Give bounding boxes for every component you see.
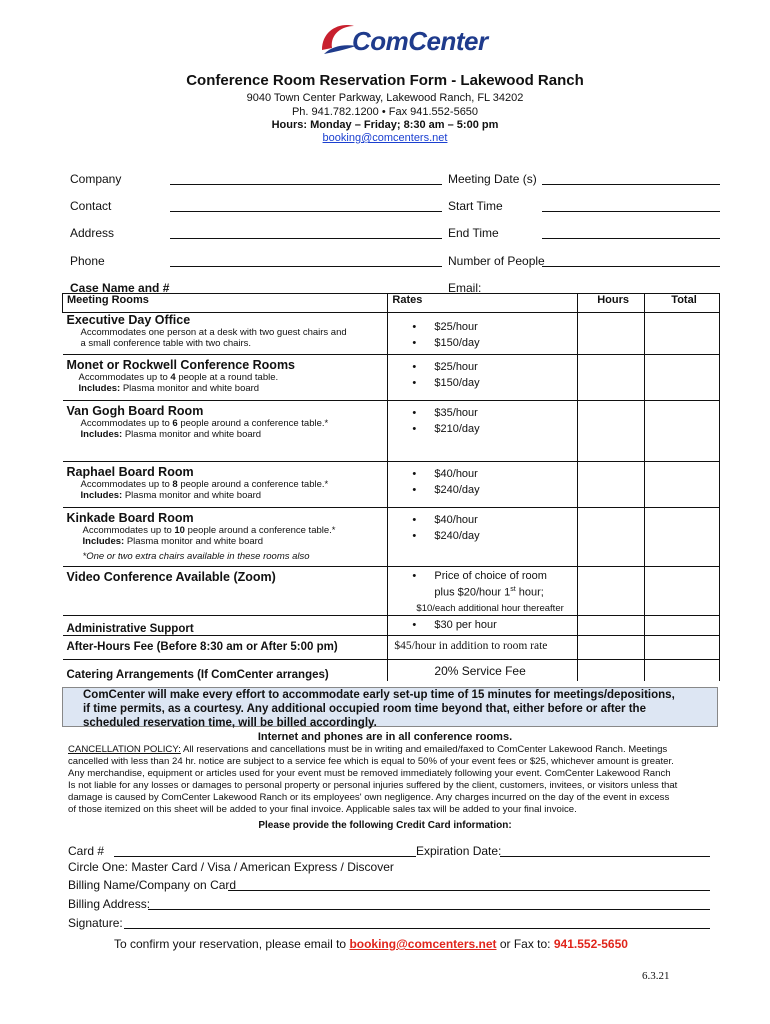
room-rate-day: • $240/day — [412, 482, 577, 498]
signature-label: Signature: — [68, 916, 123, 930]
room-rate-hour: • $35/hour — [412, 405, 577, 421]
room-rate-hour: • $40/hour — [412, 512, 577, 528]
room-desc: Accommodates one person at a desk with two guest chairs and a small conference table with two chairs. — [80, 327, 347, 349]
total-cell[interactable] — [645, 615, 720, 635]
room-rate-hour: • $25/hour — [412, 359, 577, 375]
room-desc: Accommodates up to 10 people around a conference table.* Includes: Plasma monitor and white board — [82, 525, 336, 547]
end-time-label: End Time — [448, 226, 499, 240]
hours-cell[interactable] — [578, 313, 645, 355]
table-row — [63, 508, 720, 551]
cc-prompt: Please provide the following Credit Card information: — [258, 820, 512, 831]
room-rate-hour: • $25/hour — [412, 319, 577, 335]
hours-cell[interactable] — [578, 355, 645, 401]
footnote: *One or two extra chairs available in these rooms also — [63, 551, 388, 567]
admin-rate: • $30 per hour — [412, 617, 577, 633]
header-rooms: Meeting Rooms — [63, 294, 388, 313]
confirm-line: To confirm your reservation, please email to booking@comcenters.net or Fax to: 941.552-5650 — [114, 937, 628, 951]
num-people-label: Number of People — [448, 254, 545, 268]
num-people-field[interactable] — [542, 266, 720, 267]
billing-address-label: Billing Address: — [68, 897, 151, 911]
expiration-label: Expiration Date: — [416, 844, 502, 858]
catering-label: Catering Arrangements (If ComCenter arranges) — [66, 669, 329, 682]
internet-note: Internet and phones are in all conference rooms. — [257, 731, 513, 743]
meeting-dates-field[interactable] — [542, 184, 720, 185]
email-label: Email: — [448, 281, 482, 295]
after-hours-rate: $45/hour in addition to room rate — [388, 635, 578, 659]
hours-cell[interactable] — [578, 508, 645, 551]
version-number: 6.3.21 — [642, 970, 670, 982]
room-name: Executive Day Office — [66, 313, 191, 327]
header-email-link[interactable]: booking@comcenters.net — [322, 132, 448, 144]
video-conference-label: Video Conference Available (Zoom) — [66, 570, 276, 584]
room-rate-day: • $240/day — [412, 528, 577, 544]
hours-cell[interactable] — [578, 567, 645, 616]
phone-field[interactable] — [170, 266, 442, 267]
end-time-field[interactable] — [542, 238, 720, 239]
address-label: Address — [70, 226, 115, 240]
video-rate-2: plus $20/hour 1st hour; — [434, 586, 544, 599]
cancellation-policy: CANCELLATION POLICY: All reservations and cancellations must be in writing and emailed/faxed to ComCenter Lakewood Ranch. Meetings cancelled with less than 24 hr. notice are subject to a service fee which is equal to 50% of your event fees or $25, whichever amount is greater. Any merchandise, equipment or articles used for your event must be removed immediately following your event. ComCenter Lakewood Ranch Is not liable for any losses or damages to personal property or personal injuries suffered by the client, customers, invitees, or visitors unless that damage is caused by ComCenter Lakewood Ranch or its employees' own negligence. Any charges incurred on the day of the event in excess of those itemized on this sheet will be added to your final invoice. Applicable sales tax will be added to your final invoice. — [68, 744, 678, 815]
room-name: Van Gogh Board Room — [66, 404, 204, 418]
room-desc: Accommodates up to 8 people around a conference table.* Includes: Plasma monitor and white board — [80, 479, 329, 501]
header-rates: Rates — [388, 294, 578, 313]
total-cell[interactable] — [645, 313, 720, 355]
table-header-row — [63, 294, 720, 313]
phone-label: Phone — [70, 254, 105, 268]
table-row — [63, 635, 720, 659]
start-time-label: Start Time — [448, 199, 503, 213]
total-cell[interactable] — [645, 635, 720, 659]
case-label: Case Name and # — [70, 281, 170, 295]
rooms-table — [62, 293, 720, 681]
billing-address-field[interactable] — [148, 909, 710, 910]
logo-text: ComCenter — [352, 26, 488, 56]
company-label: Company — [70, 172, 122, 186]
meeting-dates-label: Meeting Date (s) — [448, 172, 537, 186]
room-rate-hour: • $40/hour — [412, 466, 577, 482]
header-hours: Hours — [578, 294, 645, 313]
room-name: Raphael Board Room — [66, 465, 194, 479]
hours-cell[interactable] — [578, 401, 645, 462]
comcenter-logo — [318, 20, 488, 60]
total-cell[interactable] — [645, 355, 720, 401]
billing-name-field[interactable] — [228, 890, 710, 891]
address-line: 9040 Town Center Parkway, Lakewood Ranch, FL 34202 — [246, 92, 524, 104]
video-rate: • Price of choice of room — [412, 570, 577, 583]
start-time-field[interactable] — [542, 211, 720, 212]
card-number-field[interactable] — [114, 856, 416, 857]
total-cell[interactable] — [645, 659, 720, 681]
address-field[interactable] — [170, 238, 442, 239]
card-type-row[interactable]: Circle One: Master Card / Visa / American Express / Discover — [68, 860, 394, 874]
card-number-row: Card # — [68, 844, 105, 858]
setup-notice: ComCenter will make every effort to accommodate early set-up time of 15 minutes for meetings/depositions, if time permits, as a courtesy. Any additional occupied room time beyond that, either before or after the scheduled reservation time, will be billed accordingly. — [62, 687, 718, 727]
after-hours-label: After-Hours Fee (Before 8:30 am or After 5:00 pm) — [66, 641, 338, 654]
table-row — [63, 313, 720, 355]
footnote-row — [63, 551, 720, 567]
confirm-fax: 941.552-5650 — [553, 937, 628, 951]
room-rate-day: • $150/day — [412, 335, 577, 351]
contact-label: Contact — [70, 199, 112, 213]
catering-rate: 20% Service Fee — [388, 659, 578, 681]
header-total: Total — [645, 294, 720, 313]
hours-cell[interactable] — [578, 635, 645, 659]
video-rate-3: $10/each additional hour thereafter — [416, 602, 564, 614]
table-row — [63, 615, 720, 635]
total-cell[interactable] — [645, 401, 720, 462]
confirm-email-link[interactable]: booking@comcenters.net — [349, 937, 497, 951]
total-cell[interactable] — [645, 508, 720, 551]
phone-line: Ph. 941.782.1200 • Fax 941.552-5650 — [291, 106, 479, 118]
admin-support-label: Administrative Support — [66, 622, 194, 635]
contact-field[interactable] — [170, 211, 442, 212]
table-row — [63, 401, 720, 462]
company-field[interactable] — [170, 184, 442, 185]
table-row — [63, 659, 720, 681]
total-cell[interactable] — [645, 567, 720, 616]
table-row — [63, 567, 720, 616]
room-desc: Accommodates up to 4 people at a round table. Includes: Plasma monitor and white board — [78, 372, 279, 394]
hours-line: Hours: Monday – Friday; 8:30 am – 5:00 pm — [271, 119, 499, 131]
hours-cell[interactable] — [578, 615, 645, 635]
signature-field[interactable] — [124, 928, 710, 929]
table-row — [63, 462, 720, 508]
room-rate-day: • $210/day — [412, 421, 577, 437]
table-row — [63, 355, 720, 401]
room-rate-day: • $150/day — [412, 375, 577, 391]
expiration-field[interactable] — [500, 856, 710, 857]
billing-name-label: Billing Name/Company on Card — [68, 878, 237, 892]
room-desc: Accommodates up to 6 people around a conference table.* Includes: Plasma monitor and white board — [80, 418, 329, 440]
total-cell[interactable] — [645, 462, 720, 508]
room-name: Monet or Rockwell Conference Rooms — [66, 358, 296, 372]
room-name: Kinkade Board Room — [66, 511, 194, 525]
page-title: Conference Room Reservation Form - Lakewood Ranch — [186, 72, 584, 89]
hours-cell[interactable] — [578, 659, 645, 681]
hours-cell[interactable] — [578, 462, 645, 508]
